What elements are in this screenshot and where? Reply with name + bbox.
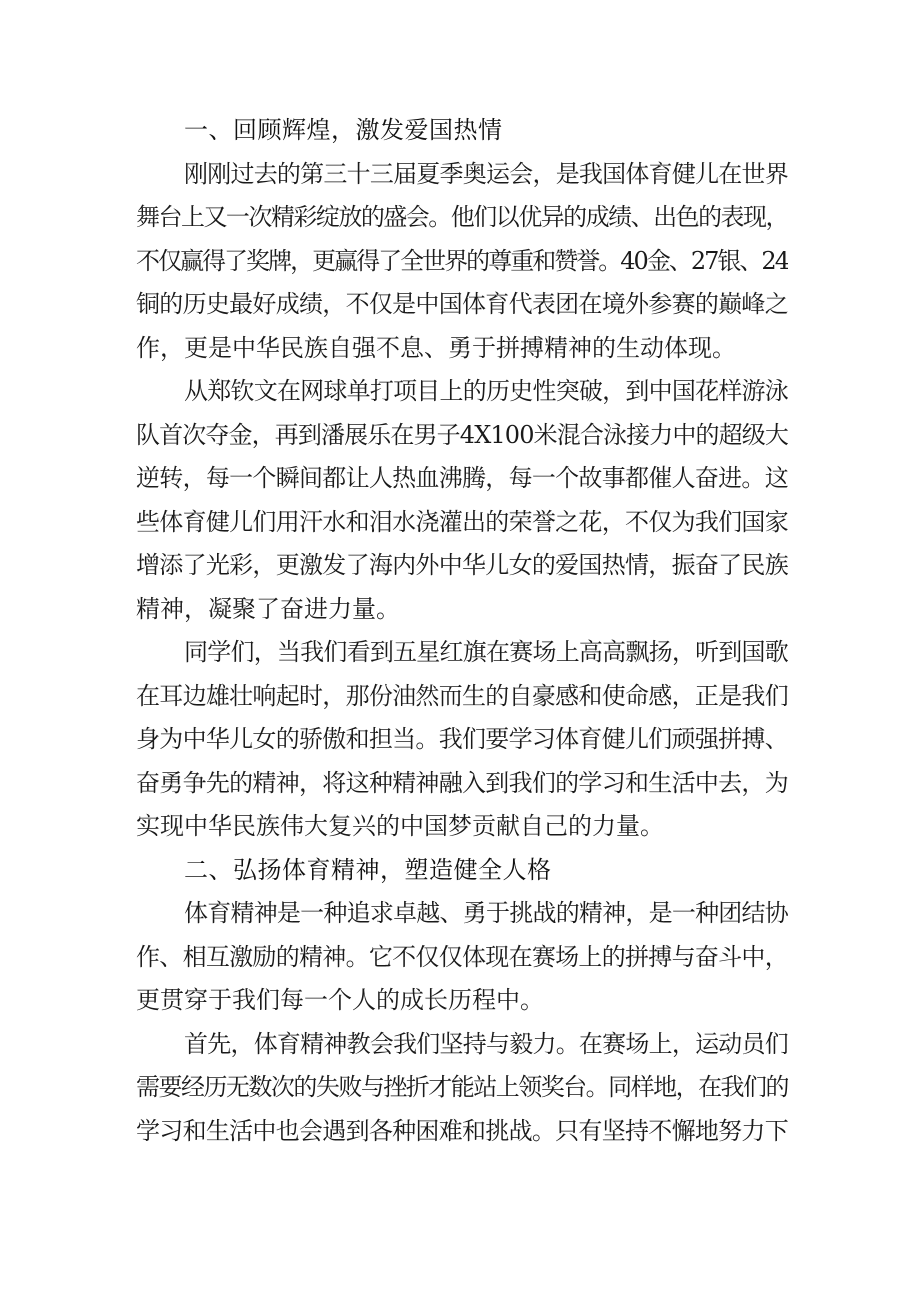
paragraph-line: 舞台上又一次精彩绽放的盛会。他们以优异的成绩、出色的表现， xyxy=(136,203,788,231)
section-heading-1: 一、回顾辉煌，激发爱国热情 xyxy=(184,116,503,144)
paragraph-line: 从郑钦文在网球单打项目上的历史性突破，到中国花样游泳 xyxy=(184,377,788,405)
paragraph-line: 些体育健儿们用汗水和泪水浇灌出的荣誉之花，不仅为我们国家 xyxy=(136,507,788,536)
paragraph-line: 实现中华民族伟大复兴的中国梦贡献自己的力量。 xyxy=(136,812,664,840)
paragraph-line: 作，更是中华民族自强不息、勇于拼搏精神的生动体现。 xyxy=(136,333,736,362)
paragraph-line: 不仅赢得了奖牌，更赢得了全世界的尊重和赞誉。40金、27银、24 xyxy=(136,246,788,275)
paragraph-line: 同学们，当我们看到五星红旗在赛场上高高飘扬，听到国歌 xyxy=(184,638,788,666)
paragraph-2 xyxy=(136,370,788,631)
paragraph-line: 身为中华儿女的骄傲和担当。我们要学习体育健儿们顽强拼搏、 xyxy=(136,725,788,753)
paragraph-line: 刚刚过去的第三十三届夏季奥运会，是我国体育健儿在世界 xyxy=(184,159,788,188)
document-body xyxy=(136,109,788,1153)
paragraph-line: 精神，凝聚了奋进力量。 xyxy=(136,594,400,623)
paragraph-line: 在耳边雄壮响起时，那份油然而生的自豪感和使命感，正是我们 xyxy=(136,681,788,710)
paragraph-line: 体育精神是一种追求卓越、勇于挑战的精神，是一种团结协 xyxy=(184,899,788,927)
paragraph-line: 学习和生活中也会遇到各种困难和挑战。只有坚持不懈地努力下 xyxy=(136,1116,788,1145)
paragraph-line: 奋勇争先的精神，将这种精神融入到我们的学习和生活中去，为 xyxy=(136,768,788,797)
paragraph-line: 增添了光彩，更激发了海内外中华儿女的爱国热情，振奋了民族 xyxy=(136,551,788,579)
paragraph-3 xyxy=(136,631,788,849)
paragraph-4 xyxy=(136,892,788,1023)
paragraph-line: 首先，体育精神教会我们坚持与毅力。在赛场上，运动员们 xyxy=(184,1029,788,1058)
paragraph-line: 需要经历无数次的失败与挫折才能站上领奖台。同样地，在我们的 xyxy=(136,1073,788,1101)
paragraph-5 xyxy=(136,1023,788,1154)
paragraph-line: 更贯穿于我们每一个人的成长历程中。 xyxy=(136,986,544,1014)
paragraph-line: 铜的历史最好成绩，不仅是中国体育代表团在境外参赛的巅峰之 xyxy=(136,290,788,318)
section-heading-2: 二、弘扬体育精神，塑造健全人格 xyxy=(184,855,552,884)
paragraph-line: 队首次夺金，再到潘展乐在男子4X100米混合泳接力中的超级大 xyxy=(136,420,788,449)
paragraph-1 xyxy=(136,153,788,371)
paragraph-line: 作、相互激励的精神。它不仅仅体现在赛场上的拼搏与奋斗中， xyxy=(136,942,788,971)
paragraph-line: 逆转，每一个瞬间都让人热血沸腾，每一个故事都催人奋进。这 xyxy=(136,464,788,492)
